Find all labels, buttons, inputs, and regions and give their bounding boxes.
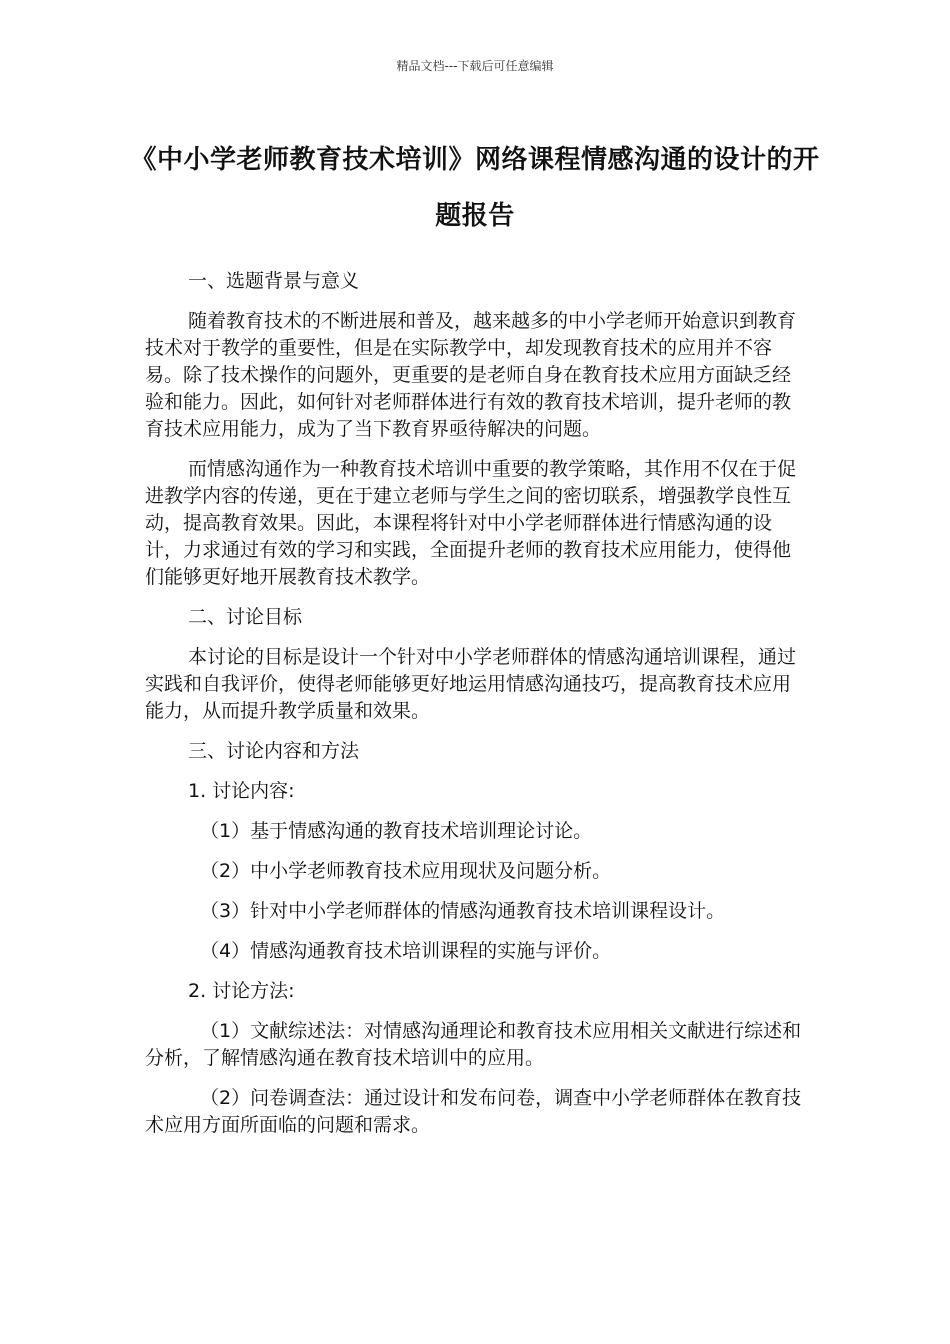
document-body: [145, 268, 807, 1152]
section-heading-background: 一、选题背景与意义: [188, 270, 360, 292]
list-item: （2）问卷调查法：通过设计和发布问卷，调查中小学老师群体在教育技术应用方面所面临的问题和需求。: [145, 1087, 802, 1136]
list-item: （4）情感沟通教育技术培训课程的实施与评价。: [200, 940, 612, 962]
subheading-content: 1. 讨论内容:: [188, 780, 295, 802]
section-heading-goals: 二、讨论目标: [188, 606, 303, 628]
list-item: （1）文献综述法：对情感沟通理论和教育技术应用相关文献进行综述和分析，了解情感沟通在教育技术培训中的应用。: [145, 1020, 802, 1069]
list-item: （1）基于情感沟通的教育技术培训理论讨论。: [200, 820, 593, 842]
paragraph-background-2: 而情感沟通作为一种教育技术培训中重要的教学策略，其作用不仅在于促进教学内容的传递，更在于建立老师与学生之间的密切联系，增强教学良性互动，提高教育效果。因此，本课程将针对中小学老师群体进行情感沟通的设计，力求通过有效的学习和实践，全面提升老师的教育技术应用能力，使得他们能够更好地开展教育技术教学。: [145, 458, 797, 588]
list-item: （2）中小学老师教育技术应用现状及问题分析。: [200, 860, 612, 882]
section-heading-content-methods: 三、讨论内容和方法: [188, 740, 360, 762]
page-header: 精品文档---下载后可任意编辑: [396, 59, 554, 73]
paragraph-goals: 本讨论的目标是设计一个针对中小学老师群体的情感沟通培训课程，通过实践和自我评价，使得老师能够更好地运用情感沟通技巧，提高教育技术应用能力，从而提升教学质量和效果。: [145, 646, 797, 722]
document-title: 《中小学老师教育技术培训》网络课程情感沟通的设计的开题报告: [130, 145, 820, 231]
subheading-methods: 2. 讨论方法:: [188, 980, 295, 1002]
list-item: （3）针对中小学老师群体的情感沟通教育技术培训课程设计。: [200, 900, 726, 922]
paragraph-background-1: 随着教育技术的不断进展和普及，越来越多的中小学老师开始意识到教育技术对于教学的重要性，但是在实际教学中，却发现教育技术的应用并不容易。除了技术操作的问题外，更重要的是老师自身在教育技术应用方面缺乏经验和能力。因此，如何针对老师群体进行有效的教育技术培训，提升老师的教育技术应用能力，成为了当下教育界亟待解决的问题。: [145, 310, 797, 440]
